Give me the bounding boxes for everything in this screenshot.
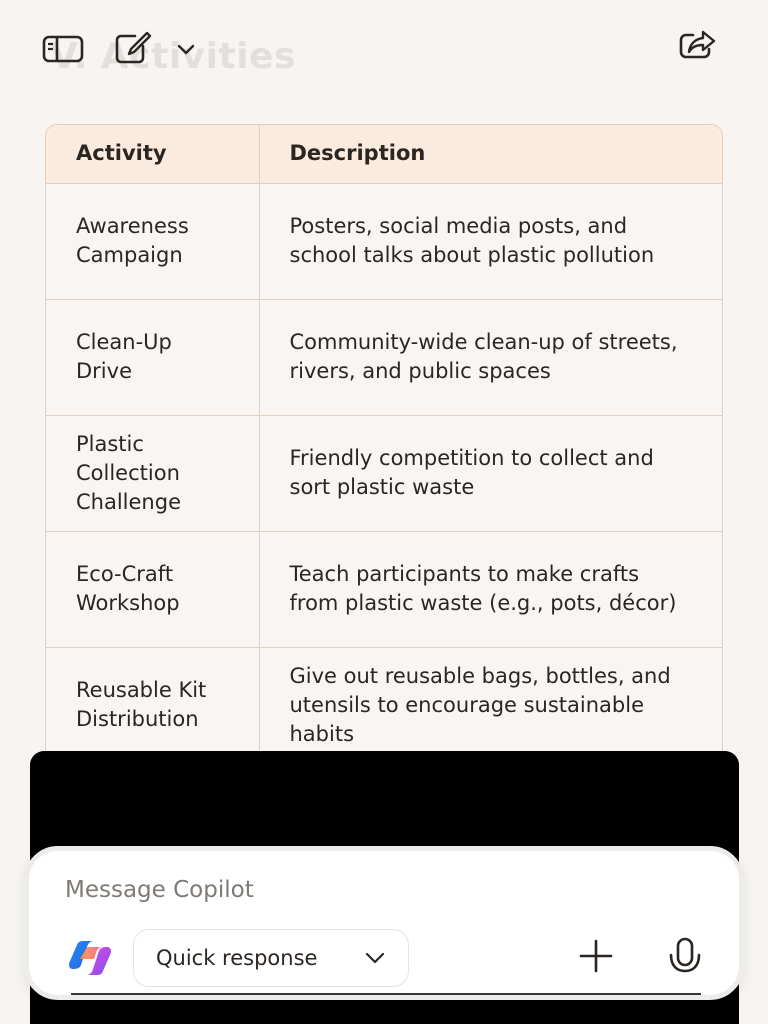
activity-cell: Reusable Kit Distribution <box>46 647 259 763</box>
model-dropdown-button[interactable] <box>174 40 198 60</box>
activity-cell: Plastic Collection Challenge <box>46 415 259 531</box>
share-button[interactable] <box>676 28 718 62</box>
activity-cell: Eco-Craft Workshop <box>46 531 259 647</box>
description-cell: Community-wide clean-up of streets, rivers, and public spaces <box>259 299 722 415</box>
table-header-row <box>46 125 722 183</box>
microphone-icon <box>667 936 703 976</box>
sidebar-toggle-button[interactable] <box>40 34 86 64</box>
response-mode-label: Quick response <box>156 946 318 970</box>
activities-table <box>45 124 723 765</box>
share-icon <box>677 29 717 61</box>
activity-cell: Awareness Campaign <box>46 183 259 299</box>
description-cell: Friendly competition to collect and sort plastic waste <box>259 415 722 531</box>
response-mode-select[interactable] <box>133 929 409 987</box>
section-heading: V. Activities <box>50 36 296 77</box>
copilot-logo-icon <box>67 939 113 977</box>
table-row <box>46 183 722 299</box>
composer-divider <box>71 993 701 995</box>
column-header-description: Description <box>259 125 722 183</box>
plus-icon <box>578 938 614 974</box>
message-input[interactable] <box>65 873 665 907</box>
new-chat-button[interactable] <box>112 30 154 66</box>
table-row <box>46 299 722 415</box>
microphone-button[interactable] <box>665 935 705 977</box>
description-cell: Give out reusable bags, bottles, and utensils to encourage sustainable habits <box>259 647 722 763</box>
chevron-down-icon <box>176 43 196 57</box>
chevron-down-icon <box>364 951 386 965</box>
table-row <box>46 531 722 647</box>
table-row <box>46 647 722 763</box>
table-row <box>46 415 722 531</box>
add-attachment-button[interactable] <box>577 937 615 975</box>
message-composer <box>24 846 744 1000</box>
description-cell: Teach participants to make crafts from plastic waste (e.g., pots, décor) <box>259 531 722 647</box>
activity-cell: Clean-Up Drive <box>46 299 259 415</box>
column-header-activity: Activity <box>46 125 259 183</box>
sidebar-icon <box>42 35 84 63</box>
description-cell: Posters, social media posts, and school talks about plastic pollution <box>259 183 722 299</box>
compose-icon <box>113 30 153 66</box>
